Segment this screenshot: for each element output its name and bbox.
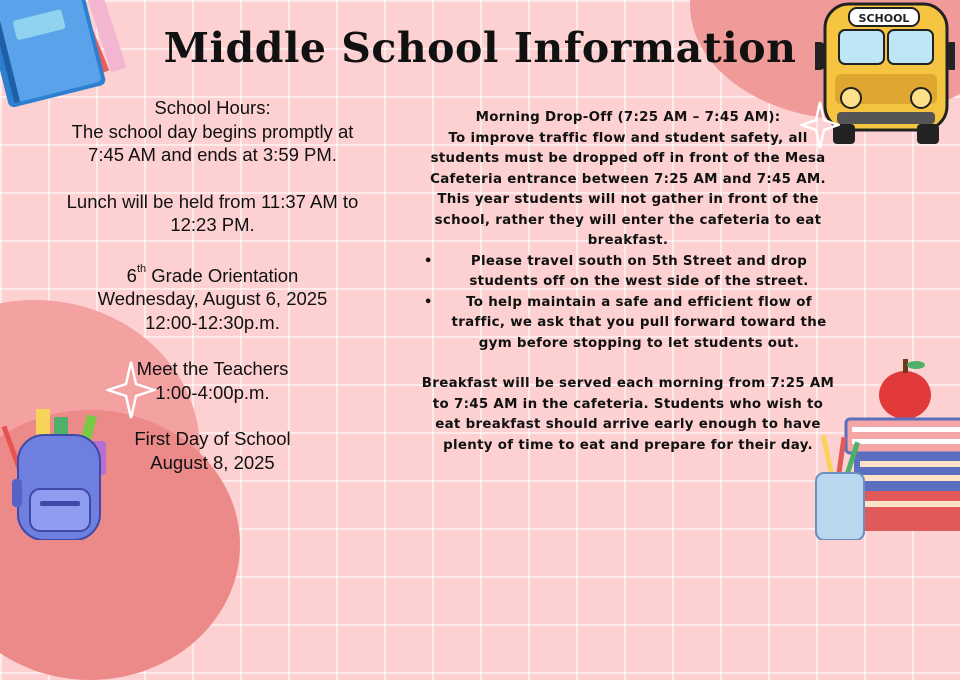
meet-teachers-time: 1:00-4:00p.m.	[155, 381, 270, 403]
dropoff-paragraph: To improve traffic flow and student safety, all students must be dropped off in front of the Mesa Cafeteria entrance between 7:25 AM and 7:45 AM. This year students will not gather in front of the school, rather they will enter the cafeteria to eat breakfast.	[430, 130, 826, 248]
dropoff-info-column	[418, 108, 838, 456]
school-hours-line: The school day begins promptly at	[71, 120, 354, 142]
first-day-section	[40, 427, 385, 474]
school-hours-section	[40, 96, 385, 167]
orientation-time: 12:00-12:30p.m.	[145, 311, 280, 333]
lunch-line: Lunch will be held from 11:37 AM to	[66, 190, 359, 212]
orientation-label: Grade Orientation	[146, 264, 299, 286]
bullet-icon: •	[424, 294, 433, 310]
bullet-text: Please travel south on 5th Street and drop students off on the west side of the street.	[469, 253, 809, 289]
left-info-column	[40, 96, 385, 497]
school-hours-line: 7:45 AM and ends at 3:59 PM.	[88, 144, 337, 165]
list-item	[418, 252, 838, 293]
orientation-heading	[40, 264, 385, 288]
first-day-date: August 8, 2025	[150, 451, 275, 473]
meet-teachers-heading: Meet the Teachers	[136, 358, 289, 379]
orientation-section	[40, 264, 385, 335]
meet-teachers-section	[40, 357, 385, 404]
page-title: Middle School Information	[163, 24, 797, 72]
section-spacer	[418, 354, 838, 374]
orientation-date: Wednesday, August 6, 2025	[97, 288, 328, 309]
grade-suffix: th	[136, 262, 147, 275]
dropoff-bullet-list	[418, 252, 838, 355]
bullet-text: To help maintain a safe and efficient flow of traffic, we ask that you pull forward toward the gym before stopping to let students out.	[451, 294, 827, 351]
breakfast-paragraph: Breakfast will be served each morning from 7:25 AM to 7:45 AM in the cafeteria. Students who wish to eat breakfast should arrive early enough to have plenty of time to eat and prepare for their day.	[421, 376, 835, 453]
dropoff-heading: Morning Drop-Off (7:25 AM – 7:45 AM):	[475, 110, 781, 125]
lunch-line: 12:23 PM.	[170, 214, 255, 235]
first-day-heading: First Day of School	[134, 428, 291, 449]
grade-number: 6	[126, 264, 137, 286]
school-hours-heading: School Hours:	[154, 97, 271, 118]
bullet-icon: •	[424, 253, 433, 269]
lunch-section	[40, 190, 385, 237]
bus-sign-text: SCHOOL	[858, 12, 910, 25]
list-item	[418, 293, 838, 355]
